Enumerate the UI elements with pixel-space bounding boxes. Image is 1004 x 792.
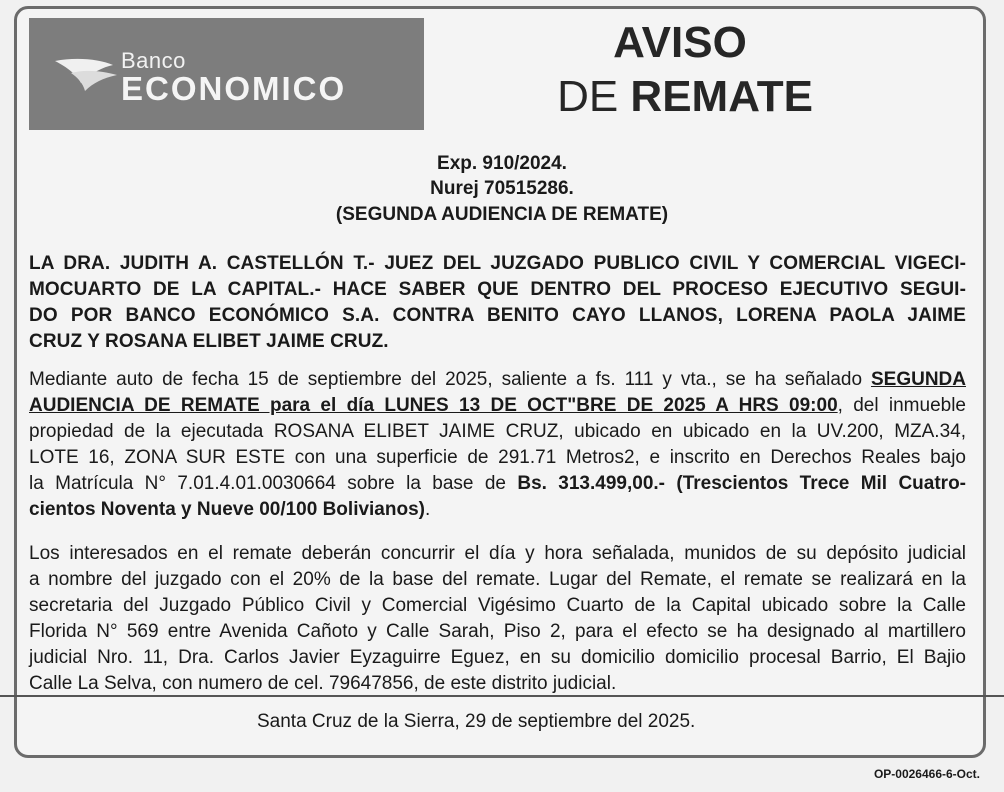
details-line: LOTE 16, ZONA SUR ESTE con una superficie de 291.71 Metros2, e inscrito en Derechos Reales bajo: [29, 447, 966, 468]
base-price-emphasis: Bs. 313.499,00.- (Trescientos Trece Mil Cuatro-: [517, 473, 966, 494]
publication-reference: OP-0026466-6-Oct.: [873, 767, 980, 781]
bidders-line: Calle La Selva, con numero de cel. 79647856, de este distrito judicial.: [29, 673, 617, 694]
intro-line: MOCUARTO DE LA CAPITAL.- HACE SABER QUE DENTRO DEL PROCESO EJECUTIVO SEGUI-: [29, 279, 966, 300]
bidders-line: a nombre del juzgado con el 20% de la base del remate. Lugar del Remate, el remate se realizará en la: [29, 569, 966, 590]
notice-title-line1: AVISO: [613, 18, 747, 67]
notice-title-line2: [545, 72, 825, 122]
intro-line: LA DRA. JUDITH A. CASTELLÓN T.- JUEZ DEL JUZGADO PUBLICO CIVIL Y COMERCIAL VIGECI-: [29, 253, 966, 274]
details-text: , del inmueble: [837, 395, 966, 416]
base-price-words: cientos Noventa y Nueve 00/100 Bolivianos): [29, 499, 425, 520]
details-line: propiedad de la ejecutada ROSANA ELIBET JAIME CRUZ, ubicado en ubicado en la UV.200, MZA.34,: [29, 421, 966, 442]
details-line: [29, 367, 966, 393]
auction-details-paragraph: [29, 367, 966, 523]
notice-title-prefix: DE: [557, 72, 619, 121]
nurej-number: Nurej 70515286.: [430, 178, 574, 199]
notice-title-main: REMATE: [630, 72, 813, 121]
details-line: [29, 393, 966, 419]
bidders-line: secretaria del Juzgado Público Civil y Comercial Vigésimo Cuarto de la Capital ubicado sobre la Calle: [29, 595, 966, 616]
bank-logo: [29, 18, 424, 130]
bidders-line: Los interesados en el remate deberán concurrir el día y hora señalada, munidos de su depósito judicial: [29, 543, 966, 564]
audiencia-heading: (SEGUNDA AUDIENCIA DE REMATE): [335, 204, 669, 225]
details-line: [29, 497, 966, 523]
intro-line: DO POR BANCO ECONÓMICO S.A. CONTRA BENITO CAYO LLANOS, LORENA PAOLA JAIME: [29, 305, 966, 326]
bidders-paragraph: [29, 541, 966, 697]
intro-paragraph: [29, 251, 966, 355]
intro-line: CRUZ Y ROSANA ELIBET JAIME CRUZ.: [29, 331, 389, 352]
logo-text-banco: Banco: [121, 48, 186, 73]
bidders-line: judicial Nro. 11, Dra. Carlos Javier Eyzaguirre Eguez, en su domicilio domicilio procesal Barrio, El Bajio: [29, 647, 966, 668]
place-and-date: Santa Cruz de la Sierra, 29 de septiembre del 2025.: [257, 711, 696, 732]
bank-logo-mark-icon: [51, 53, 121, 93]
bidders-line: Florida N° 569 entre Avenida Cañoto y Calle Sarah, Piso 2, para el efecto se ha designado al martillero: [29, 621, 966, 642]
page-fold-line: [0, 695, 1004, 697]
details-text: Mediante auto de fecha 15 de septiembre del 2025, saliente a fs. 111 y vta., se ha señalado: [29, 369, 871, 390]
auction-date-emphasis: AUDIENCIA DE REMATE para el día LUNES 13 DE OCT"BRE DE 2025 A HRS 09:00: [29, 395, 838, 416]
expediente-number: Exp. 910/2024.: [437, 153, 567, 174]
details-emphasis: SEGUNDA: [870, 369, 966, 390]
logo-text-economico: ECONOMICO: [121, 70, 347, 107]
details-text: .: [425, 499, 431, 520]
details-line: [29, 471, 966, 497]
details-text: la Matrícula N° 7.01.4.01.0030664 sobre la base de: [29, 473, 518, 494]
